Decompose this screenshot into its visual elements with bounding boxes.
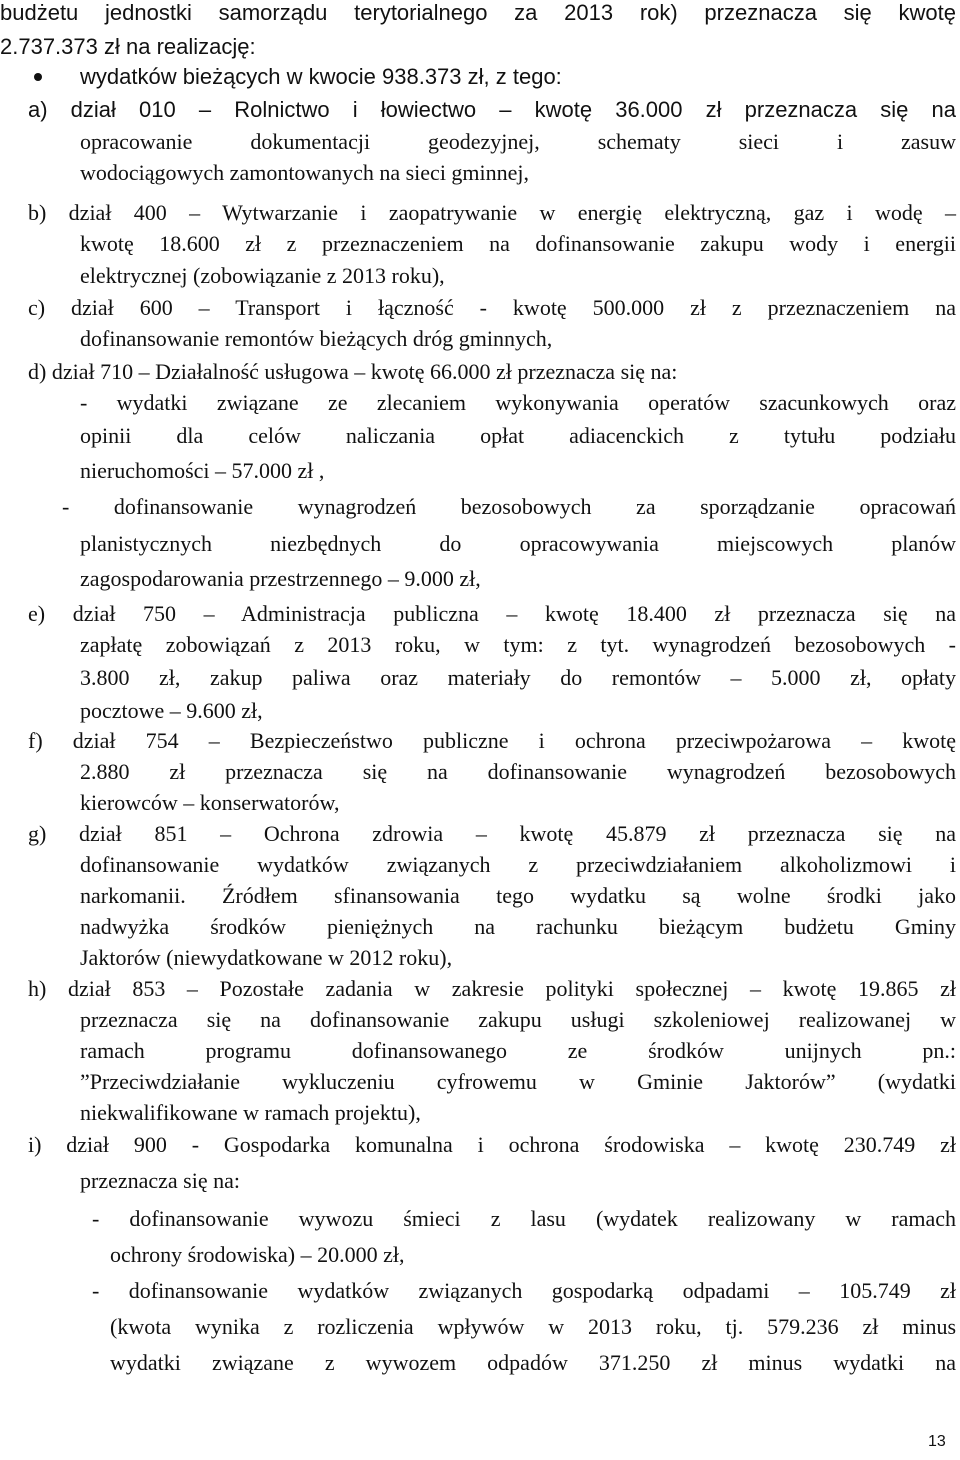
text-line: 3.800 zł, zakup paliwa oraz materiały do remontów – 5.000 zł, opłaty xyxy=(80,665,956,690)
text-line: - dofinansowanie wydatków związanych gospodarką odpadami – 105.749 zł xyxy=(92,1278,956,1303)
text-line: zagospodarowania przestrzennego – 9.000 zł, xyxy=(80,566,481,591)
text-line: niekwalifikowane w ramach projektu), xyxy=(80,1100,421,1125)
text-line: zapłatę zobowiązań z 2013 roku, w tym: z tyt. wynagrodzeń bezosobowych - xyxy=(80,632,956,657)
text-line: h) dział 853 – Pozostałe zadania w zakresie polityki społecznej – kwotę 19.865 zł xyxy=(28,976,956,1001)
text-line: wydatków bieżących w kwocie 938.373 zł, z tego: xyxy=(80,64,562,89)
text-line: nadwyżka środków pieniężnych na rachunku bieżącym budżetu Gminy xyxy=(80,914,956,939)
page-number: 13 xyxy=(928,1433,946,1450)
text-line: elektrycznej (zobowiązanie z 2013 roku), xyxy=(80,263,445,288)
text-line: ochrony środowiska) – 20.000 zł, xyxy=(110,1242,405,1267)
text-line: ramach programu dofinansowanego ze środków unijnych pn.: xyxy=(80,1038,956,1063)
text-line: ”Przeciwdziałanie wykluczeniu cyfrowemu w Gminie Jaktorów” (wydatki xyxy=(80,1069,956,1094)
text-line: narkomanii. Źródłem sfinansowania tego wydatku są wolne środki jako xyxy=(80,883,956,908)
text-line: nieruchomości – 57.000 zł , xyxy=(80,458,325,483)
text-line: a) dział 010 – Rolnictwo i łowiectwo – kwotę 36.000 zł przeznacza się na xyxy=(28,97,956,122)
text-line: kierowców – konserwatorów, xyxy=(80,790,340,815)
text-line: wodociągowych zamontowanych na sieci gminnej, xyxy=(80,160,530,185)
text-line: wydatki związane z wywozem odpadów 371.250 zł minus wydatki na xyxy=(110,1350,956,1375)
text-line: przeznacza się na: xyxy=(80,1168,240,1193)
text-line: Jaktorów (niewydatkowane w 2012 roku), xyxy=(80,945,453,970)
text-line: pocztowe – 9.600 zł, xyxy=(80,698,263,723)
text-line: b) dział 400 – Wytwarzanie i zaopatrywanie w energię elektryczną, gaz i wodę – xyxy=(28,200,956,225)
text-line: 2.737.373 zł na realizację: xyxy=(0,34,256,59)
text-line: i) dział 900 - Gospodarka komunalna i ochrona środowiska – kwotę 230.749 zł xyxy=(28,1132,956,1157)
bullet-icon xyxy=(34,73,42,81)
text-line: kwotę 18.600 zł z przeznaczeniem na dofinansowanie zakupu wody i energii xyxy=(80,231,956,256)
text-line: dofinansowanie remontów bieżących dróg gminnych, xyxy=(80,326,553,351)
text-line: - wydatki związane ze zlecaniem wykonywania operatów szacunkowych oraz xyxy=(80,390,956,415)
text-line: budżetu jednostki samorządu terytorialnego za 2013 rok) przeznacza się kwotę xyxy=(0,0,956,25)
text-line: przeznacza się na dofinansowanie zakupu usługi szkoleniowej realizowanej w xyxy=(80,1007,956,1032)
text-line: - dofinansowanie wywozu śmieci z lasu (wydatek realizowany w ramach xyxy=(92,1206,956,1231)
text-line: d) dział 710 – Działalność usługowa – kwotę 66.000 zł przeznacza się na: xyxy=(28,359,678,384)
text-line: g) dział 851 – Ochrona zdrowia – kwotę 45.879 zł przeznacza się na xyxy=(28,821,956,846)
text-line: - dofinansowanie wynagrodzeń bezosobowych za sporządzanie opracowań xyxy=(62,494,956,519)
text-line: c) dział 600 – Transport i łączność - kwotę 500.000 zł z przeznaczeniem na xyxy=(28,295,956,320)
text-line: planistycznych niezbędnych do opracowywania miejscowych planów xyxy=(80,531,956,556)
text-line: opinii dla celów naliczania opłat adiacenckich z tytułu podziału xyxy=(80,423,956,448)
text-line: e) dział 750 – Administracja publiczna – kwotę 18.400 zł przeznacza się na xyxy=(28,601,956,626)
text-line: f) dział 754 – Bezpieczeństwo publiczne i ochrona przeciwpożarowa – kwotę xyxy=(28,728,956,753)
text-line: (kwota wynika z rozliczenia wpływów w 2013 roku, tj. 579.236 zł minus xyxy=(110,1314,956,1339)
text-line: opracowanie dokumentacji geodezyjnej, schematy sieci i zasuw xyxy=(80,129,956,154)
text-line: dofinansowanie wydatków związanych z przeciwdziałaniem alkoholizmowi i xyxy=(80,852,956,877)
text-line: 2.880 zł przeznacza się na dofinansowanie wynagrodzeń bezosobowych xyxy=(80,759,956,784)
